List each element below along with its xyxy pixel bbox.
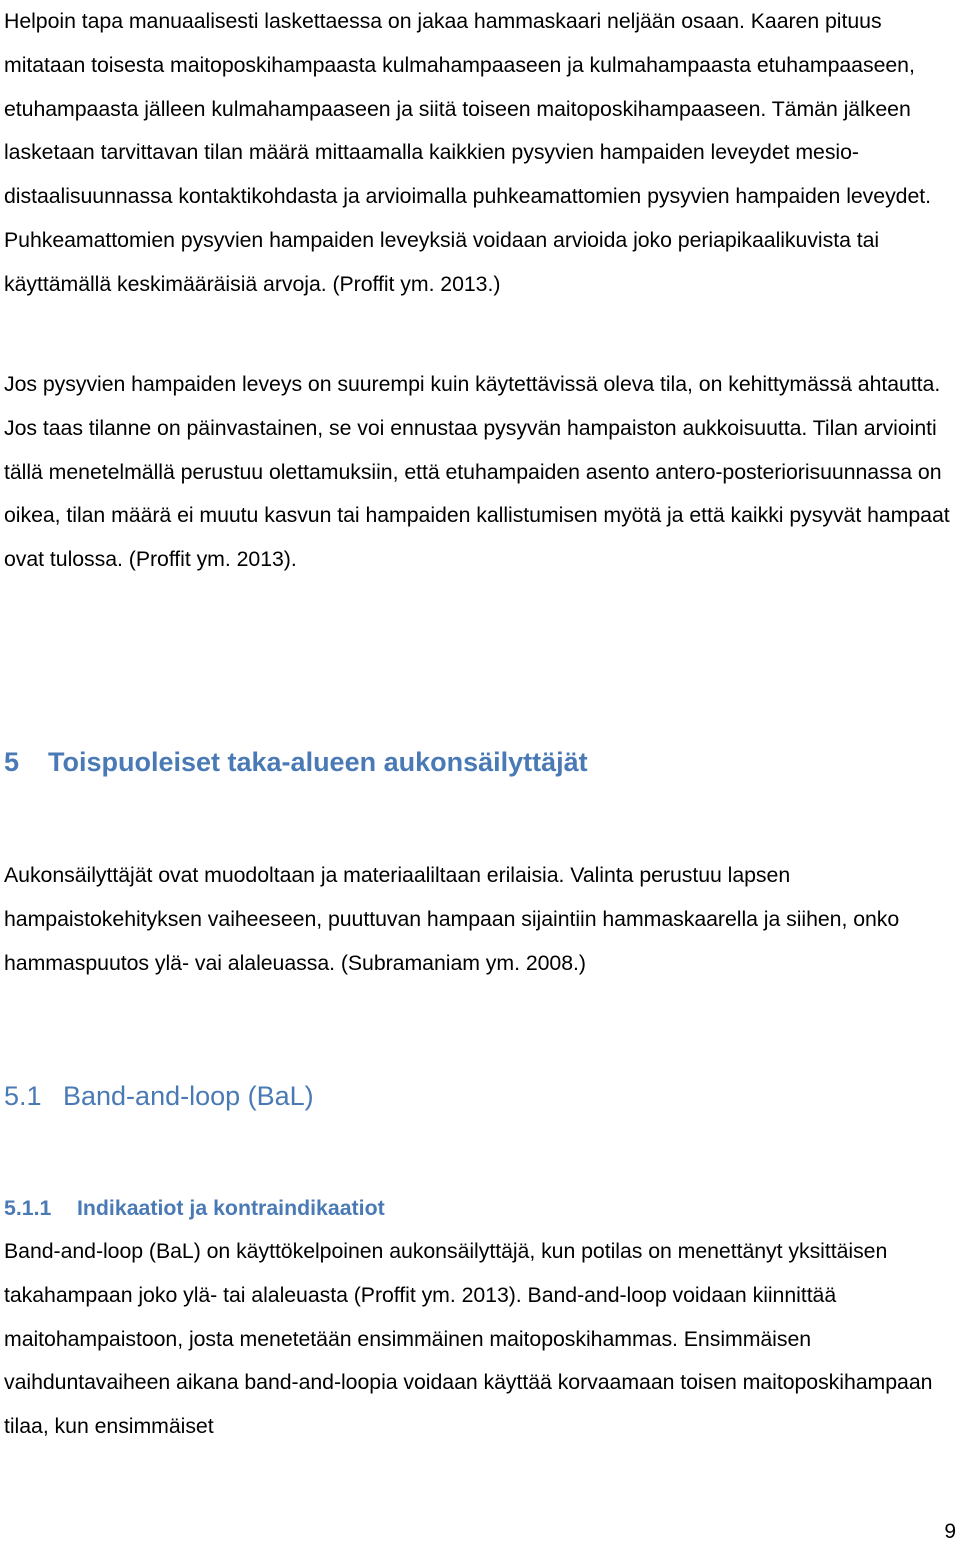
section-title: Toispuoleiset taka-alueen aukonsäilyttäjät [48,747,588,777]
paragraph-crowding-prediction: Jos pysyvien hampaiden leveys on suurempi kuin käytettävissä oleva tila, on kehittymässä ahtautta. Jos taas tilanne on päinvastainen, se voi ennustaa pysyvän hampaiston aukkoisuutta. Tilan arviointi tällä menetelmällä perustuu olettamuksiin, että etuhampaiden asento antero-posteriorisuunnassa on oikea, tilan määrä ei muutu kasvun tai hampaiden kallistumisen myötä ja että kaikki pysyvät hampaat ovat tulossa. (Proffit ym. 2013). [4,372,950,572]
page-number: 9 [944,1520,956,1543]
paragraph-space-maintainers-intro: Aukonsäilyttäjät ovat muodoltaan ja materiaaliltaan erilaisia. Valinta perustuu lapsen hampaistokehityksen vaiheeseen, puuttuvan hampaan sijaintiin hammaskaarella ja siihen, onko hammaspuutos ylä- vai alaleuassa. (Subramaniam ym. 2008.) [4,863,900,975]
subsubsection-title: Indikaatiot ja kontraindikaatiot [77,1196,385,1220]
subsection-heading [4,1074,314,1118]
subsection-number: 5.1 [4,1081,42,1111]
section-heading [4,740,588,784]
subsection-title: Band-and-loop (BaL) [63,1081,314,1111]
subsubsection-heading [4,1190,385,1226]
paragraph-band-and-loop-indications: Band-and-loop (BaL) on käyttökelpoinen aukonsäilyttäjä, kun potilas on menettänyt yksittäisen takahampaan joko ylä- tai alaleuasta (Proffit ym. 2013). Band-and-loop voidaan kiinnittää maitohampaistoon, josta menetetään ensimmäinen maitoposkihammas. Ensimmäisen vaihduntavaiheen aikana band-and-loopia voidaan käyttää korvaamaan toisen maitoposkihampaan tilaa, kun ensimmäiset [4,1239,933,1439]
paragraph-space-measurement: Helpoin tapa manuaalisesti laskettaessa on jakaa hammaskaari neljään osaan. Kaaren pituus mitataan toisesta maitoposkihampaasta kulmahampaaseen ja kulmahampaasta etuhampaaseen, etuhampaasta jälleen kulmahampaaseen ja siitä toiseen maitoposkihampaaseen. Tämän jälkeen lasketaan tarvittavan tilan määrä mittaamalla kaikkien pysyvien hampaiden leveydet mesio-distaalisuunnassa kontaktikohdasta ja arvioimalla puhkeamattomien pysyvien hampaiden leveydet. Puhkeamattomien pysyvien hampaiden leveyksiä voidaan arvioida joko periapikaalikuvista tai käyttämällä keskimääräisiä arvoja. (Proffit ym. 2013.) [4,9,931,296]
section-number: 5 [4,747,20,777]
subsubsection-number: 5.1.1 [4,1196,52,1220]
